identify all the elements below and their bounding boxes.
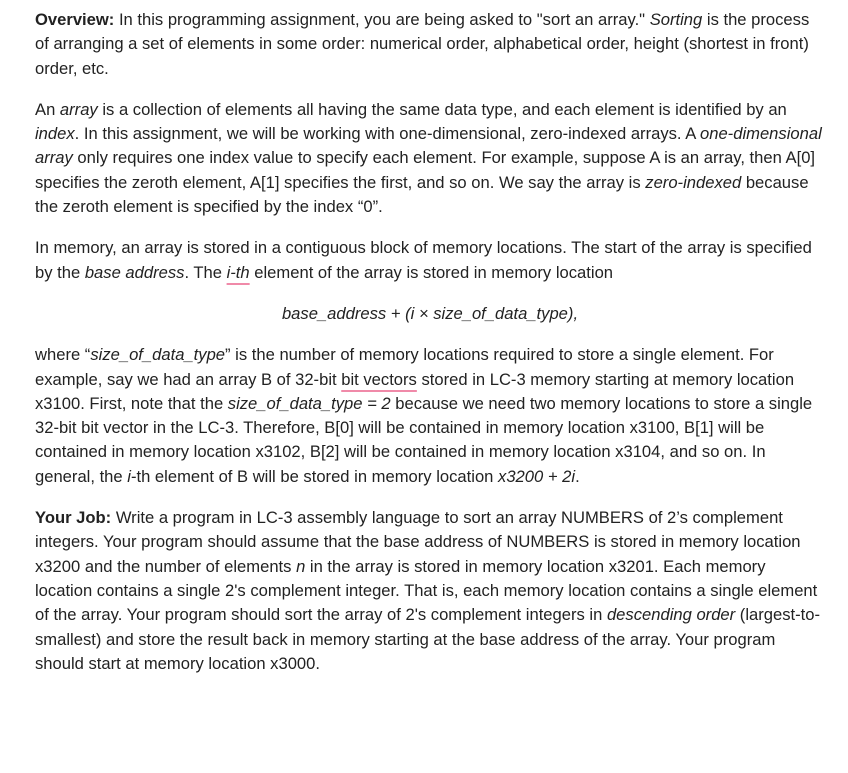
body-text: (largest-to-smallest) and store the result back in memory starting at the base address of the array. Your program should start at memory location x3000. <box>35 605 821 673</box>
emphasis-text: base address <box>84 262 185 282</box>
underlined-term: i-th <box>226 262 250 282</box>
formula-paragraph <box>35 302 825 326</box>
body-text: In memory, an array is stored in a contiguous block of memory locations. The start of the array is specified by the <box>35 238 812 282</box>
body-text: . <box>575 466 580 486</box>
body-text: because we need two memory locations to store a single 32-bit bit vector in the LC-3. Therefore, B[0] will be contained in memory location x3100, B[1] will be contained in memory location x3102, B[2] will be contained in memory location x3104, and so on. In general, the <box>35 393 813 486</box>
body-text: . In this assignment, we will be working with one-dimensional, zero-indexed arrays. A <box>74 124 700 144</box>
paragraph-overview <box>35 8 825 81</box>
body-text: in the array is stored in memory location x3201. Each memory location contains a single 2's complement integer. That is, each memory location contains a single element of the array. Your program should sort the array of 2's complement integers in <box>35 556 818 625</box>
body-text: stored in LC-3 memory starting at memory location x3100. First, note that the <box>35 369 795 413</box>
body-text: element of the array is stored in memory location <box>249 262 614 282</box>
body-text: is the process of arranging a set of elements in some order: numerical order, alphabetical order, height (shortest in front) order, etc. <box>35 10 810 78</box>
emphasis-text: i <box>127 466 131 486</box>
body-text: where “ <box>35 345 91 365</box>
emphasis-text: index <box>35 124 75 144</box>
emphasis-text: one-dimensional array <box>35 124 822 168</box>
emphasis-text: size_of_data_type <box>90 345 226 365</box>
paragraph-your-job <box>35 506 825 676</box>
paragraph-explanation <box>35 343 825 489</box>
body-text: ” is the number of memory locations required to store a single element. For example, say we had an array B of 32-bit <box>35 345 774 389</box>
emphasis-text: descending order <box>606 605 736 625</box>
assignment-document <box>35 8 825 693</box>
paragraph-memory <box>35 236 825 285</box>
underlined-term: bit vectors <box>341 369 417 389</box>
body-text: Write a program in LC-3 assembly language to sort an array NUMBERS of 2’s complement integers. Your program should assume that the base address of NUMBERS is stored in memory location x3200 and the number of elements <box>35 508 801 576</box>
emphasis-text: array <box>59 99 98 119</box>
emphasis-text: size_of_data_type = 2 <box>227 393 391 413</box>
paragraph-array-definition <box>35 98 825 219</box>
body-text: An <box>35 99 60 119</box>
section-heading: Your Job: <box>35 508 112 528</box>
body-text: base_address + (i × size_of_data_type), <box>281 303 579 323</box>
body-text: only requires one index value to specify each element. For example, suppose A is an array, then A[0] specifies the zeroth element, A[1] specifies the first, and so on. We say the array is <box>35 148 816 192</box>
section-heading: Overview: <box>35 10 115 29</box>
emphasis-text: Sorting <box>649 10 703 29</box>
body-text: is a collection of elements all having the same data type, and each element is identified by an <box>97 99 787 119</box>
emphasis-text: n <box>296 556 306 576</box>
emphasis-text: x3200 + 2i <box>498 466 576 486</box>
body-text: because the zeroth element is specified by the index “0”. <box>35 172 809 217</box>
body-text: . The <box>184 262 227 282</box>
body-text: -th element of B will be stored in memory location <box>130 466 499 486</box>
body-text: In this programming assignment, you are being asked to "sort an array." <box>114 10 650 29</box>
emphasis-text: zero-indexed <box>645 172 742 192</box>
